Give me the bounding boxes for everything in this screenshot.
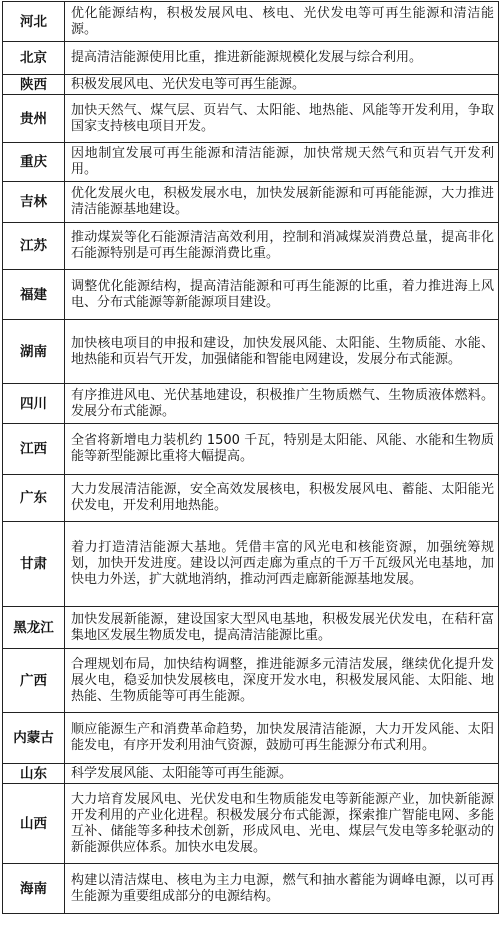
province-cell: 吉林 xyxy=(3,182,65,223)
province-cell: 河北 xyxy=(3,2,65,42)
province-energy-policy-table xyxy=(2,1,499,914)
table-row xyxy=(3,182,499,223)
table-row xyxy=(3,424,499,475)
policy-cell: 因地制宜发展可再生能源和清洁能源，加快常规天然气和页岩气开发利用。 xyxy=(65,143,499,182)
policy-cell: 优化能源结构，积极发展风电、核电、光伏发电等可再生能源和清洁能源。 xyxy=(65,2,499,42)
table-row xyxy=(3,2,499,42)
policy-cell: 着力打造清洁能源大基地。凭借丰富的风光电和核能资源，加强统筹规划，加快开发进度。建设以河西走廊为重点的千万千瓦级风光电基地，加快电力外送，扩大就地消纳，推动河西走廊新能源基地发展。 xyxy=(65,522,499,607)
table-row xyxy=(3,713,499,764)
policy-cell: 全省将新增电力装机约 1500 千瓦，特别是太阳能、风能、水能和生物质能等新型能源比重将大幅提高。 xyxy=(65,424,499,475)
province-cell: 甘肃 xyxy=(3,522,65,607)
table-row xyxy=(3,607,499,649)
table-row xyxy=(3,522,499,607)
policy-cell: 合理规划布局，加快结构调整，推进能源多元清洁发展，继续优化提升发展火电，稳妥加快发展核电，深度开发水电，积极发展风能、太阳能、地热能、生物质能等可再生能源。 xyxy=(65,649,499,713)
policy-cell: 提高清洁能源使用比重，推进新能源规模化发展与综合利用。 xyxy=(65,42,499,75)
province-cell: 湖南 xyxy=(3,320,65,384)
policy-cell: 大力培育发展风电、光伏发电和生物质能发电等新能源产业，加快新能源开发利用的产业化进程。积极发展分布式能源，探索推广智能电网、多能互补、储能等多种技术创新，形成风电、光电、煤层气发电等多轮驱动的新能源供应体系。加快水电发展。 xyxy=(65,784,499,864)
province-cell: 陕西 xyxy=(3,75,65,95)
province-cell: 山东 xyxy=(3,764,65,784)
table-body xyxy=(3,2,499,914)
policy-cell: 加快天然气、煤气层、页岩气、太阳能、地热能、风能等开发利用，争取国家支持核电项目开发。 xyxy=(65,95,499,143)
table-row xyxy=(3,42,499,75)
province-cell: 黑龙江 xyxy=(3,607,65,649)
table-row xyxy=(3,320,499,384)
province-cell: 山西 xyxy=(3,784,65,864)
table-row xyxy=(3,649,499,713)
table-row xyxy=(3,764,499,784)
province-cell: 广西 xyxy=(3,649,65,713)
province-cell: 重庆 xyxy=(3,143,65,182)
province-cell: 北京 xyxy=(3,42,65,75)
province-cell: 四川 xyxy=(3,384,65,424)
policy-cell: 调整优化能源结构，提高清洁能源和可再生能源的比重，着力推进海上风电、分布式能源等新能源项目建设。 xyxy=(65,270,499,320)
policy-cell: 科学发展风能、太阳能等可再生能源。 xyxy=(65,764,499,784)
table-row xyxy=(3,143,499,182)
policy-cell: 加快核电项目的申报和建设，加快发展风能、太阳能、生物质能、水能、地热能和页岩气开发，加强储能和智能电网建设，发展分布式能源。 xyxy=(65,320,499,384)
province-cell: 江西 xyxy=(3,424,65,475)
table-row xyxy=(3,384,499,424)
policy-cell: 加快发展新能源，建设国家大型风电基地，积极发展光伏发电，在秸秆富集地区发展生物质发电，提高清洁能源比重。 xyxy=(65,607,499,649)
policy-cell: 优化发展火电，积极发展水电，加快发展新能源和可再能能源，大力推进清洁能源基地建设。 xyxy=(65,182,499,223)
province-cell: 福建 xyxy=(3,270,65,320)
policy-cell: 积极发展风电、光伏发电等可再生能源。 xyxy=(65,75,499,95)
province-cell: 广东 xyxy=(3,475,65,522)
policy-cell: 构建以清洁煤电、核电为主力电源，燃气和抽水蓄能为调峰电源，以可再生能源为重要组成部分的电源结构。 xyxy=(65,864,499,914)
province-cell: 海南 xyxy=(3,864,65,914)
table-row xyxy=(3,270,499,320)
table-row xyxy=(3,95,499,143)
policy-cell: 推动煤炭等化石能源清洁高效利用，控制和消减煤炭消费总量，提高非化石能源特别是可再生能源消费比重。 xyxy=(65,223,499,270)
policy-cell: 大力发展清洁能源，安全高效发展核电，积极发展风电、蓄能、太阳能光伏发电，开发利用地热能。 xyxy=(65,475,499,522)
province-cell: 内蒙古 xyxy=(3,713,65,764)
table-row xyxy=(3,864,499,914)
table-row xyxy=(3,475,499,522)
table-row xyxy=(3,784,499,864)
table-row xyxy=(3,223,499,270)
province-cell: 江苏 xyxy=(3,223,65,270)
table-row xyxy=(3,75,499,95)
policy-cell: 有序推进风电、光伏基地建设，积极推广生物质燃气、生物质液体燃料。发展分布式能源。 xyxy=(65,384,499,424)
policy-cell: 顺应能源生产和消费革命趋势，加快发展清洁能源，大力开发风能、太阳能发电，有序开发利用油气资源，鼓励可再生能源分布式利用。 xyxy=(65,713,499,764)
province-cell: 贵州 xyxy=(3,95,65,143)
